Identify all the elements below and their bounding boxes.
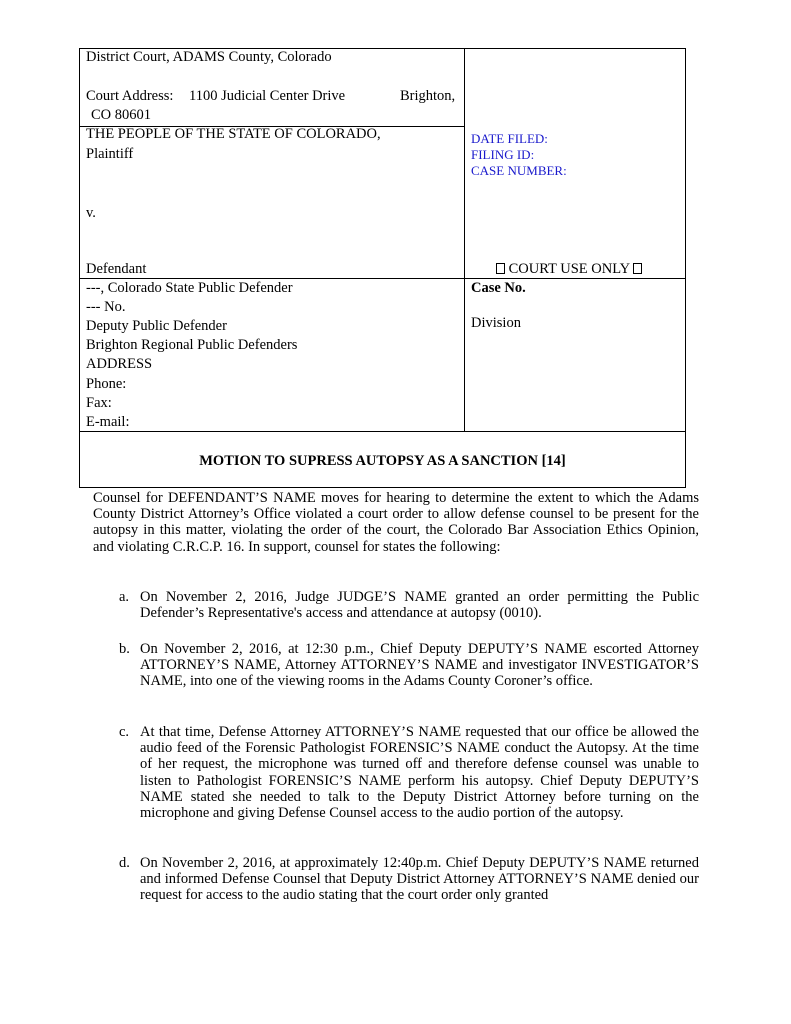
list-item-label: b. bbox=[119, 641, 130, 657]
defendant-role: Defendant bbox=[86, 261, 147, 277]
counsel-line: E-mail: bbox=[86, 414, 130, 430]
filing-id-label: FILING ID: bbox=[471, 147, 535, 162]
list-item-text: On November 2, 2016, Judge JUDGE’S NAME granted an order permitting the Public Defender’s Representative's access and attendance at autopsy (0010). bbox=[140, 589, 699, 622]
counsel-line: Phone: bbox=[86, 376, 127, 392]
case-no-label: Case No. bbox=[471, 280, 526, 296]
list-item-text: At that time, Defense Attorney ATTORNEY’S NAME requested that our office be allowed the audio feed of the Forensic Pathologist FORENSIC’S NAME conduct the Autopsy. At the time of her request, the microphone was turned off and therefore defense counsel was unable to listen to Pathologist FORENSIC’S NAME perform his autopsy. Chief Deputy DEPUTY’S NAME stated she needed to talk to the Deputy District Attorney before turning on the microphone and giving Defense Counsel access to the audio portion of the autopsy. bbox=[140, 724, 699, 822]
list-item-label: a. bbox=[119, 589, 130, 605]
list-item-text: On November 2, 2016, at 12:30 p.m., Chief Deputy DEPUTY’S NAME escorted Attorney ATTORNEY’S NAME, Attorney ATTORNEY’S NAME and investigator INVESTIGATOR’S NAME, into one of the viewing rooms in the Adams County Coroner’s office. bbox=[140, 641, 699, 690]
counsel-line: Deputy Public Defender bbox=[86, 318, 227, 334]
counsel-line: ADDRESS bbox=[86, 356, 153, 372]
counsel-line: ---, Colorado State Public Defender bbox=[86, 280, 293, 296]
counsel-section-divider bbox=[79, 431, 686, 432]
court-use-only-label: COURT USE ONLY bbox=[508, 261, 630, 277]
division-label: Division bbox=[471, 315, 521, 331]
counsel-line: --- No. bbox=[86, 299, 126, 315]
motion-title: MOTION TO SUPRESS AUTOPSY AS A SANCTION [14] bbox=[199, 453, 566, 469]
case-number-label: CASE NUMBER: bbox=[471, 163, 567, 178]
versus: v. bbox=[86, 205, 96, 221]
court-name: District Court, ADAMS County, Colorado bbox=[86, 49, 332, 65]
intro-paragraph: Counsel for DEFENDANT’S NAME moves for hearing to determine the extent to which the Adams County District Attorney’s Office violated a court order to allow defense counsel to be present for the autopsy in this matter, violating the order of the court, the Colorado Bar Association Ethics Opinion, and violating C.R.C.P. 16. In support, counsel for states the following: bbox=[93, 490, 699, 555]
court-address-street: 1100 Judicial Center Drive bbox=[189, 88, 346, 104]
date-filed-label: DATE FILED: bbox=[471, 131, 548, 146]
caption-column-divider bbox=[464, 48, 465, 432]
box-icon bbox=[633, 263, 642, 274]
court-use-only-row bbox=[496, 260, 642, 279]
box-icon bbox=[496, 263, 505, 274]
list-item-label: c. bbox=[119, 724, 130, 740]
counsel-line: Brighton Regional Public Defenders bbox=[86, 337, 298, 353]
court-address-city: Brighton, bbox=[400, 88, 456, 104]
plaintiff-name: THE PEOPLE OF THE STATE OF COLORADO, bbox=[86, 126, 381, 142]
counsel-line: Fax: bbox=[86, 395, 112, 411]
court-address-zip: CO 80601 bbox=[91, 107, 152, 123]
list-item-text: On November 2, 2016, at approximately 12:40p.m. Chief Deputy DEPUTY’S NAME returned and informed Defense Counsel that Deputy District Attorney ATTORNEY’S NAME denied our request for access to the audio stating that the court order only granted bbox=[140, 855, 699, 904]
court-address-label: Court Address: bbox=[86, 88, 174, 104]
plaintiff-role: Plaintiff bbox=[86, 146, 134, 162]
list-item-label: d. bbox=[119, 855, 130, 871]
